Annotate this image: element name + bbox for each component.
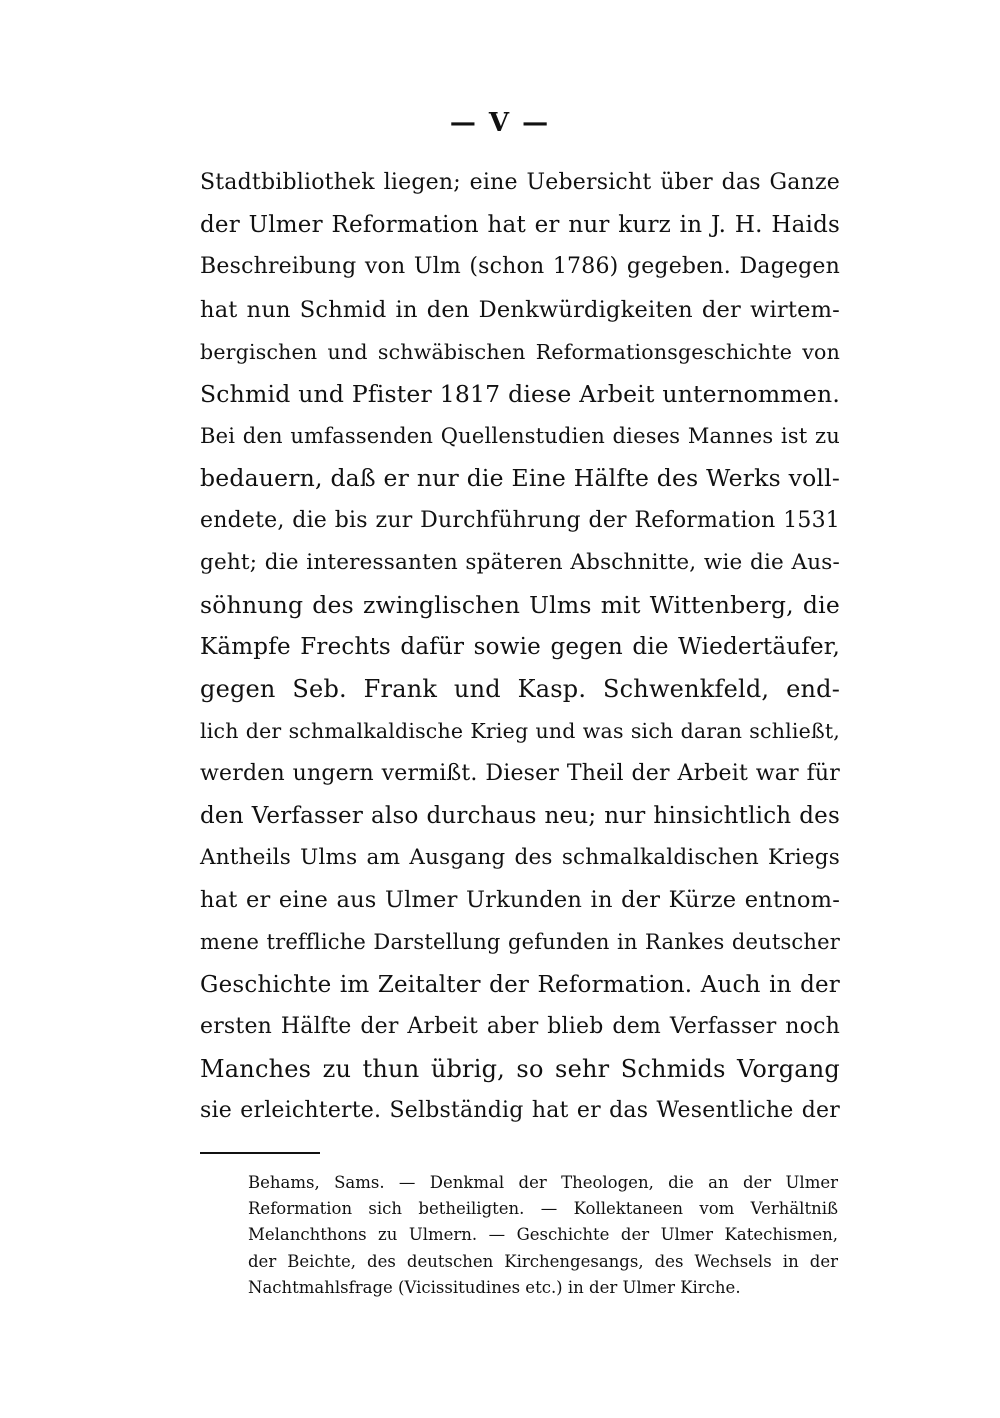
- footnote-line: der Beichte, des deutschen Kirchengesangs, des Wechsels in der: [248, 1251, 838, 1271]
- text-line: gegen Seb. Frank und Kasp. Schwenkfeld, end-: [200, 675, 840, 704]
- text-line: bergischen und schwäbischen Reformationsgeschichte von: [200, 339, 840, 364]
- footnote-line: Nachtmahlsfrage (Vicissitudines etc.) in der Ulmer Kirche.: [248, 1277, 741, 1297]
- text-line: Stadtbibliothek liegen; eine Uebersicht über das Ganze: [200, 170, 840, 195]
- text-line: geht; die interessanten späteren Abschnitte, wie die Aus-: [200, 549, 840, 575]
- text-line: sie erleichterte. Selbständig hat er das Wesentliche der: [200, 1098, 840, 1124]
- text-line: lich der schmalkaldische Krieg und was sich daran schließt,: [200, 719, 840, 744]
- text-line: Kämpfe Frechts dafür sowie gegen die Wiedertäufer,: [200, 634, 840, 661]
- text-line: Bei den umfassenden Quellenstudien dieses Mannes ist zu: [200, 424, 840, 449]
- body-text: [200, 162, 840, 1132]
- text-line: Beschreibung von Ulm (schon 1786) gegeben. Dagegen: [200, 254, 840, 280]
- text-line: hat er eine aus Ulmer Urkunden in der Kürze entnom-: [200, 887, 840, 914]
- text-line: mene treffliche Darstellung gefunden in Rankes deutscher: [200, 930, 840, 955]
- text-line: söhnung des zwinglischen Ulms mit Wittenberg, die: [200, 590, 840, 619]
- footnote-line: Behams, Sams. — Denkmal der Theologen, die an der Ulmer: [248, 1173, 838, 1192]
- footnote-line: Reformation sich betheiligten. — Kollektaneen vom Verhältniß: [248, 1199, 838, 1219]
- text-line: Geschichte im Zeitalter der Reformation. Auch in der: [200, 971, 840, 998]
- text-line: Manches zu thun übrig, so sehr Schmids Vorgang: [200, 1054, 840, 1083]
- text-line: bedauern, daß er nur die Eine Hälfte des Werks voll-: [200, 464, 840, 493]
- text-line: Schmid und Pfister 1817 diese Arbeit unternommen.: [200, 379, 840, 408]
- page-number: — V —: [449, 108, 551, 138]
- footnote-line: Melanchthons zu Ulmern. — Geschichte der Ulmer Katechismen,: [248, 1225, 838, 1245]
- text-line: Antheils Ulms am Ausgang des schmalkaldischen Kriegs: [200, 845, 840, 870]
- text-line: werden ungern vermißt. Dieser Theil der Arbeit war für: [200, 760, 840, 786]
- footnote: [248, 1170, 838, 1301]
- text-line: der Ulmer Reformation hat er nur kurz in J. H. Haids: [200, 212, 840, 239]
- text-line: ersten Hälfte der Arbeit aber blieb dem Verfasser noch: [200, 1013, 840, 1039]
- footnote-divider: [200, 1152, 320, 1154]
- text-line: endete, die bis zur Durchführung der Reformation 1531: [200, 507, 840, 533]
- text-line: den Verfasser also durchaus neu; nur hinsichtlich des: [200, 802, 840, 829]
- text-line: hat nun Schmid in den Denkwürdigkeiten der wirtem-: [200, 296, 840, 323]
